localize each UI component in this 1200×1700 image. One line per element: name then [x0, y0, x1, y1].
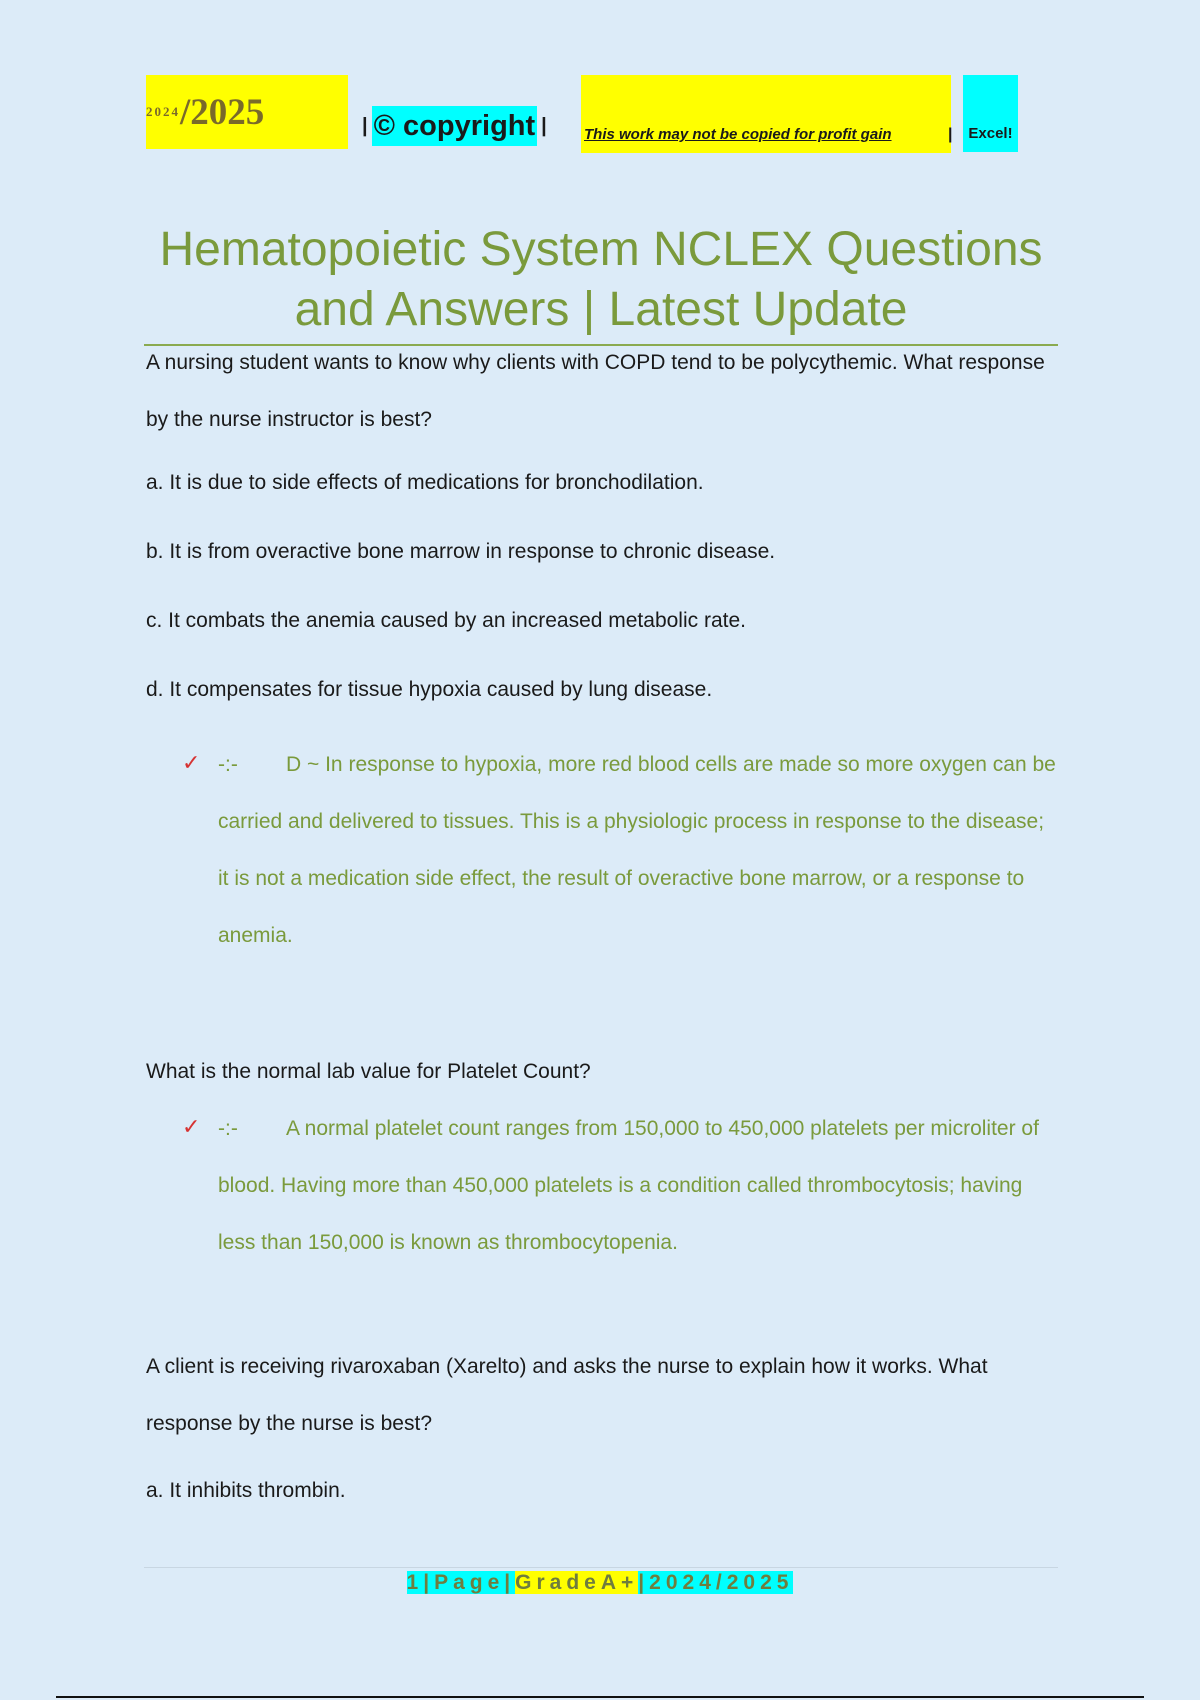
year-badge	[146, 75, 348, 149]
footer-divider	[144, 1567, 1058, 1568]
answer-option: c. It combats the anemia caused by an increased metabolic rate.	[146, 609, 746, 632]
question-text: A client is receiving rivaroxaban (Xarelto) and asks the nurse to explain how it works. What response by the nurse is best?	[146, 1355, 988, 1435]
separator: |	[541, 114, 547, 137]
footer-grade: GradeA+	[515, 1571, 639, 1594]
answer-explanation	[218, 1100, 1058, 1271]
answer-option: a. It inhibits thrombin.	[146, 1479, 346, 1502]
answer-option: d. It compensates for tissue hypoxia caused by lung disease.	[146, 678, 713, 701]
copy-notice-text: This work may not be copied for profit gain	[584, 126, 892, 143]
answer-prefix: -:-	[218, 753, 238, 776]
answer-prefix: -:-	[218, 1117, 238, 1140]
separator: |	[948, 126, 953, 143]
check-icon: ✓	[182, 1114, 201, 1139]
answer-text: A normal platelet count ranges from 150,000 to 450,000 platelets per microliter of blood. Having more than 450,000 platelets is a condition called thrombocytosis; having less than 150,000 is known as thrombocytopenia.	[218, 1117, 1039, 1254]
footer-year: |2024/2025	[638, 1571, 794, 1594]
page-footer	[0, 1571, 1200, 1595]
page-bottom-rule	[56, 1696, 1144, 1698]
excel-text: Excel!	[968, 125, 1013, 142]
question-text: A nursing student wants to know why clients with COPD tend to be polycythemic. What response by the nurse instructor is best?	[146, 351, 1045, 431]
check-icon: ✓	[182, 750, 201, 775]
copyright-group	[358, 106, 551, 146]
page-title: Hematopoietic System NCLEX Questions and Answers | Latest Update	[144, 220, 1058, 346]
question-text: What is the normal lab value for Platelet Count?	[146, 1060, 591, 1083]
copy-notice	[581, 75, 951, 153]
answer-option: b. It is from overactive bone marrow in response to chronic disease.	[146, 540, 776, 563]
footer-page: 1|Page|	[406, 1571, 516, 1594]
answer-explanation	[218, 736, 1058, 964]
separator: |	[362, 114, 368, 137]
answer-option: a. It is due to side effects of medications for bronchodilation.	[146, 471, 704, 494]
copyright-badge: © copyright	[372, 106, 538, 146]
year-big: /2025	[180, 91, 265, 133]
excel-badge	[963, 75, 1018, 152]
answer-text: D ~ In response to hypoxia, more red blood cells are made so more oxygen can be carried and delivered to tissues. This is a physiologic process in response to the disease; it is not a medication side effect, the result of overactive bone marrow, or a response to anemia.	[218, 753, 1056, 947]
year-small: 2024	[146, 104, 180, 119]
